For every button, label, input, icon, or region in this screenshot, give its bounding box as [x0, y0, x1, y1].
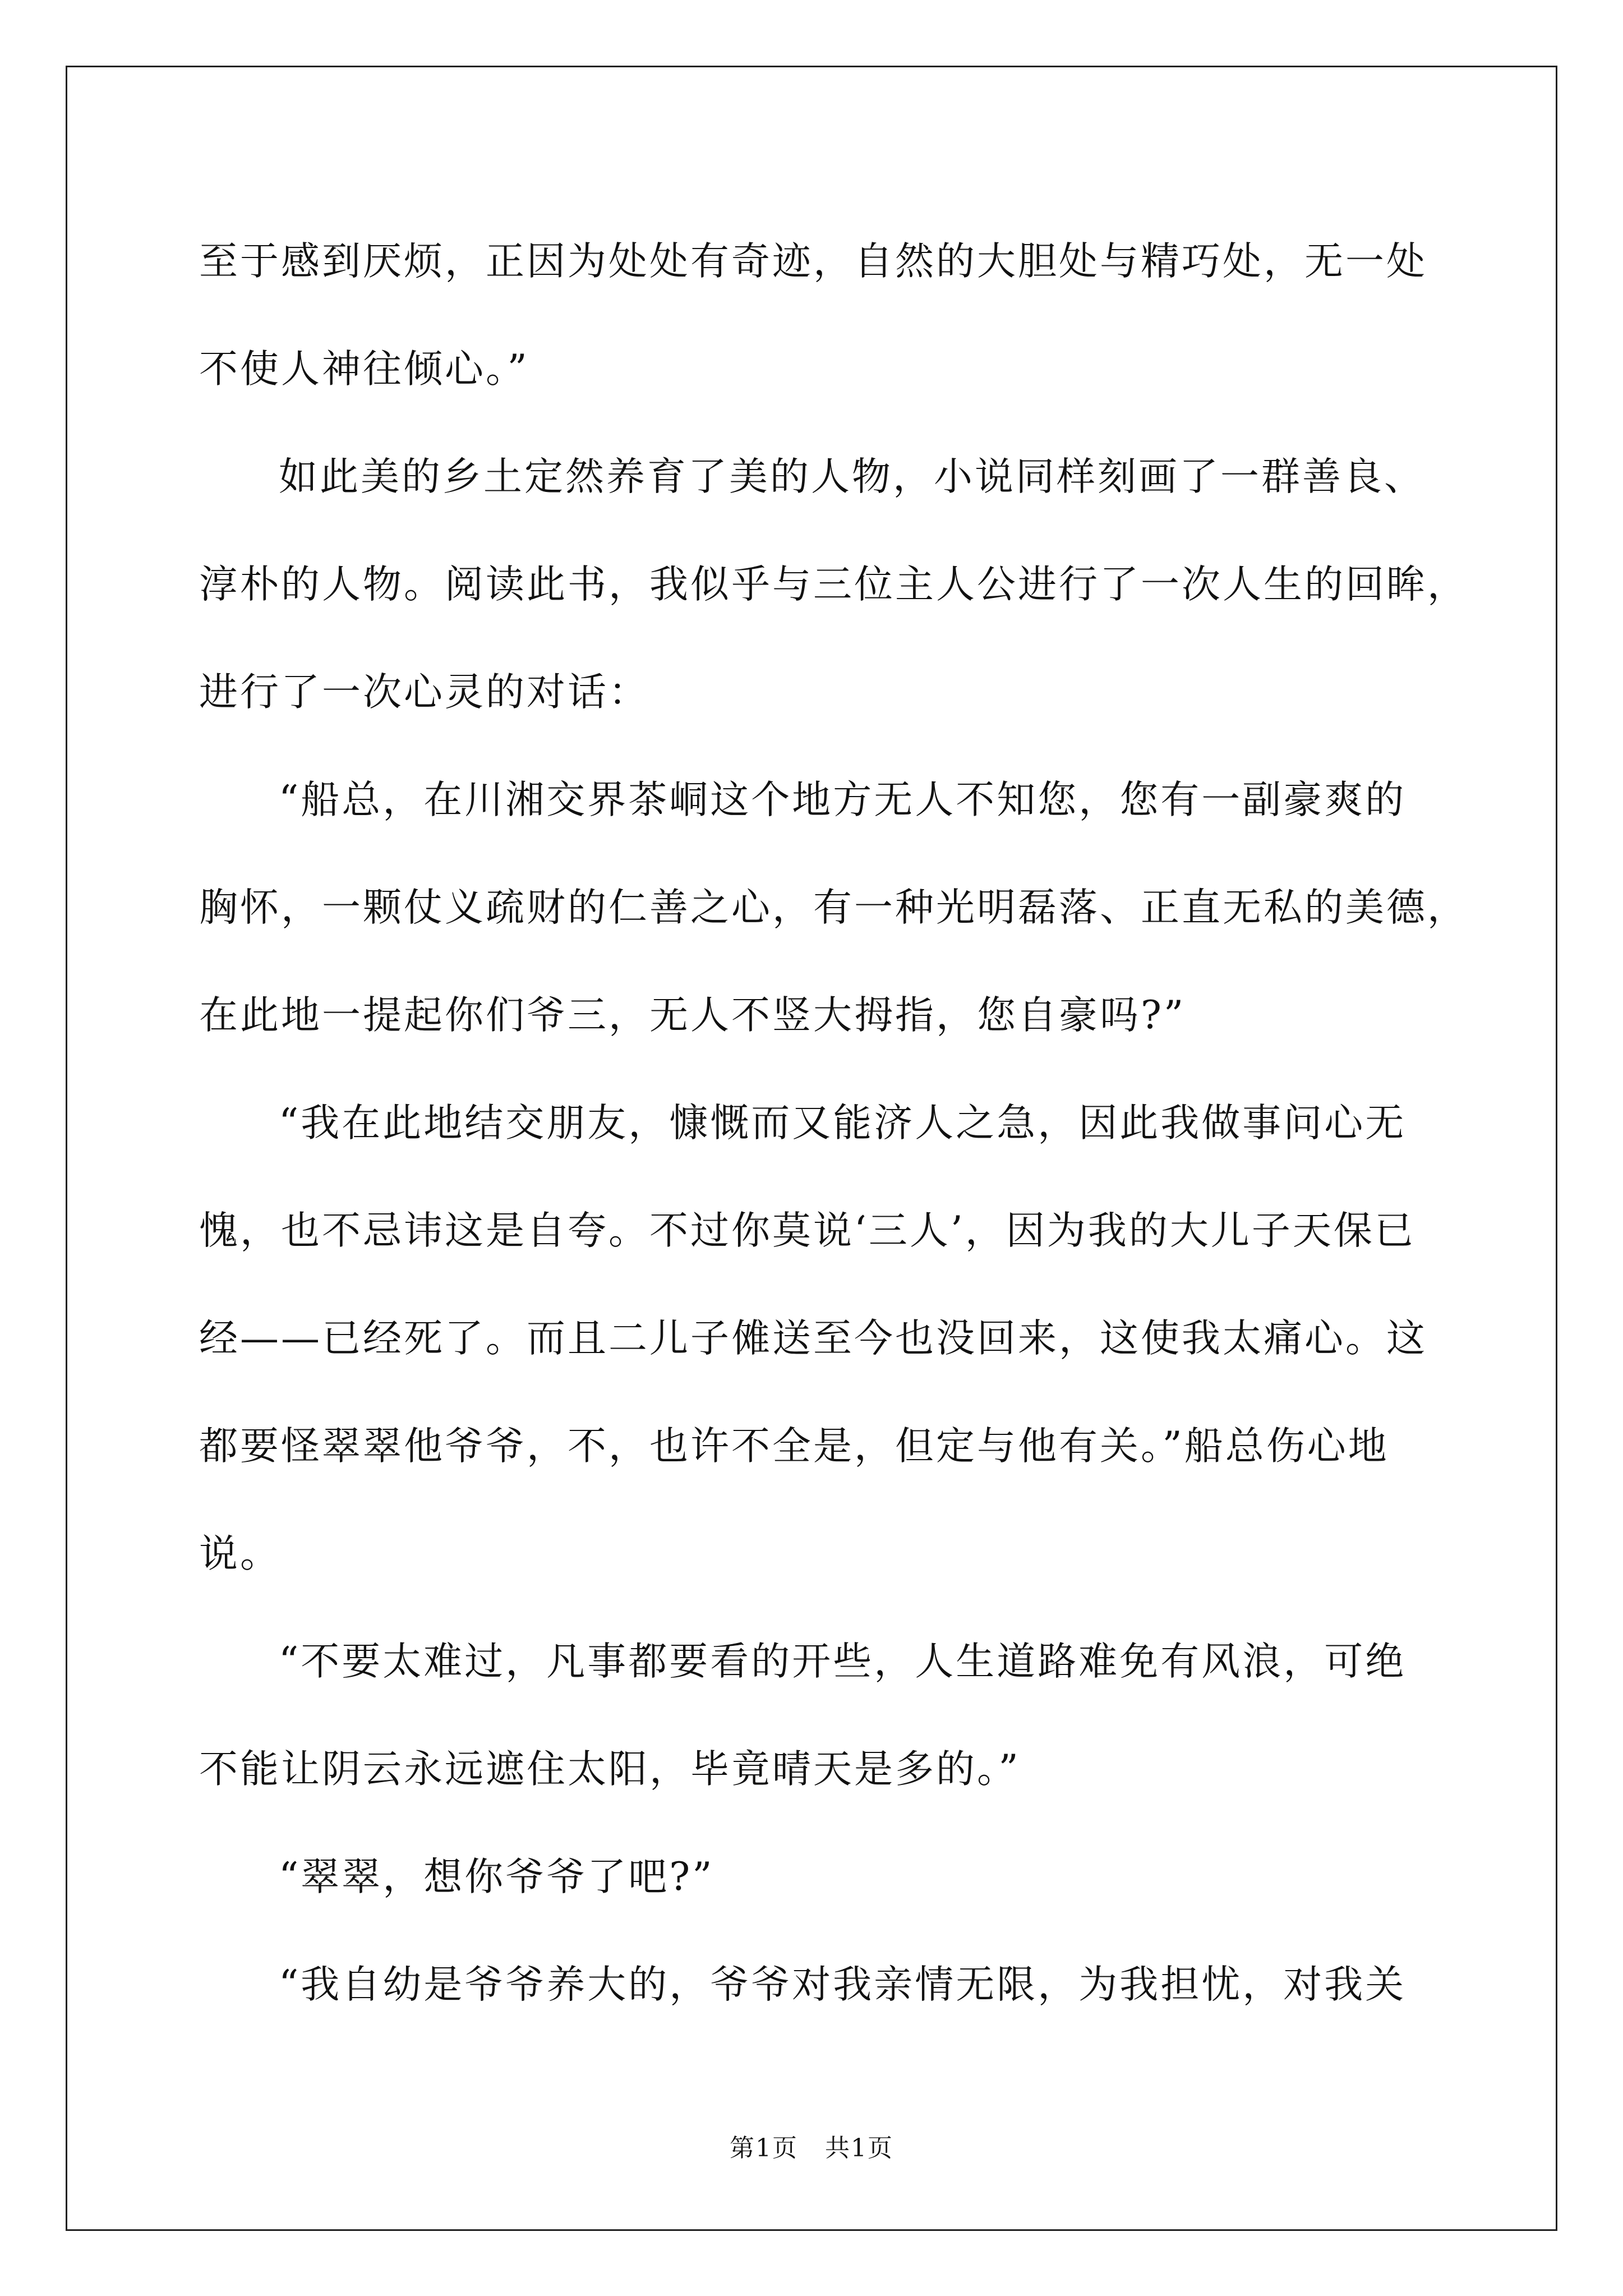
text-line: 如此美的乡土定然养育了美的人物，小说同样刻画了一群善良、 — [279, 454, 1425, 499]
page-footer — [0, 2132, 1623, 2165]
text-line: 淳朴的人物。阅读此书，我似乎与三位主人公进行了一次人生的回眸， — [199, 562, 1468, 607]
text-line: “我在此地结交朋友，慷慨而又能济人之急，因此我做事问心无 — [279, 1101, 1407, 1145]
text-line: 经——已经死了。而且二儿子傩送至今也没回来，这使我太痛心。这 — [199, 1316, 1427, 1361]
text-line: 在此地一提起你们爷三，无人不竖大拇指，您自豪吗?” — [199, 993, 1186, 1038]
page-number: 第1页 — [730, 2134, 798, 2162]
text-line: “我自幼是爷爷养大的，爷爷对我亲情无限，为我担忧，对我关 — [279, 1962, 1407, 2007]
text-line: 进行了一次心灵的对话： — [199, 670, 649, 715]
text-line: 胸怀，一颗仗义疏财的仁善之心，有一种光明磊落、正直无私的美德， — [199, 885, 1468, 930]
text-line: “翠翠，想你爷爷了吧?” — [279, 1855, 714, 1899]
page-total: 共1页 — [825, 2134, 893, 2162]
text-line: “不要太难过，凡事都要看的开些，人生道路难免有风浪，可绝 — [279, 1639, 1407, 1684]
text-line: 愧，也不忌讳这是自夸。不过你莫说‘三人’，因为我的大儿子天保已 — [199, 1208, 1415, 1253]
text-line: 都要怪翠翠他爷爷，不，也许不全是，但定与他有关。”船总伤心地 — [199, 1424, 1389, 1469]
text-line: 不能让阴云永远遮住太阳，毕竟晴天是多的。” — [199, 1747, 1021, 1792]
document-body — [199, 208, 1468, 2039]
text-line: “船总，在川湘交界茶峒这个地方无人不知您，您有一副豪爽的 — [279, 777, 1407, 822]
text-line: 至于感到厌烦，正因为处处有奇迹，自然的大胆处与精巧处，无一处 — [199, 239, 1427, 284]
text-line: 说。 — [199, 1531, 281, 1576]
text-line: 不使人神往倾心。” — [199, 347, 529, 392]
